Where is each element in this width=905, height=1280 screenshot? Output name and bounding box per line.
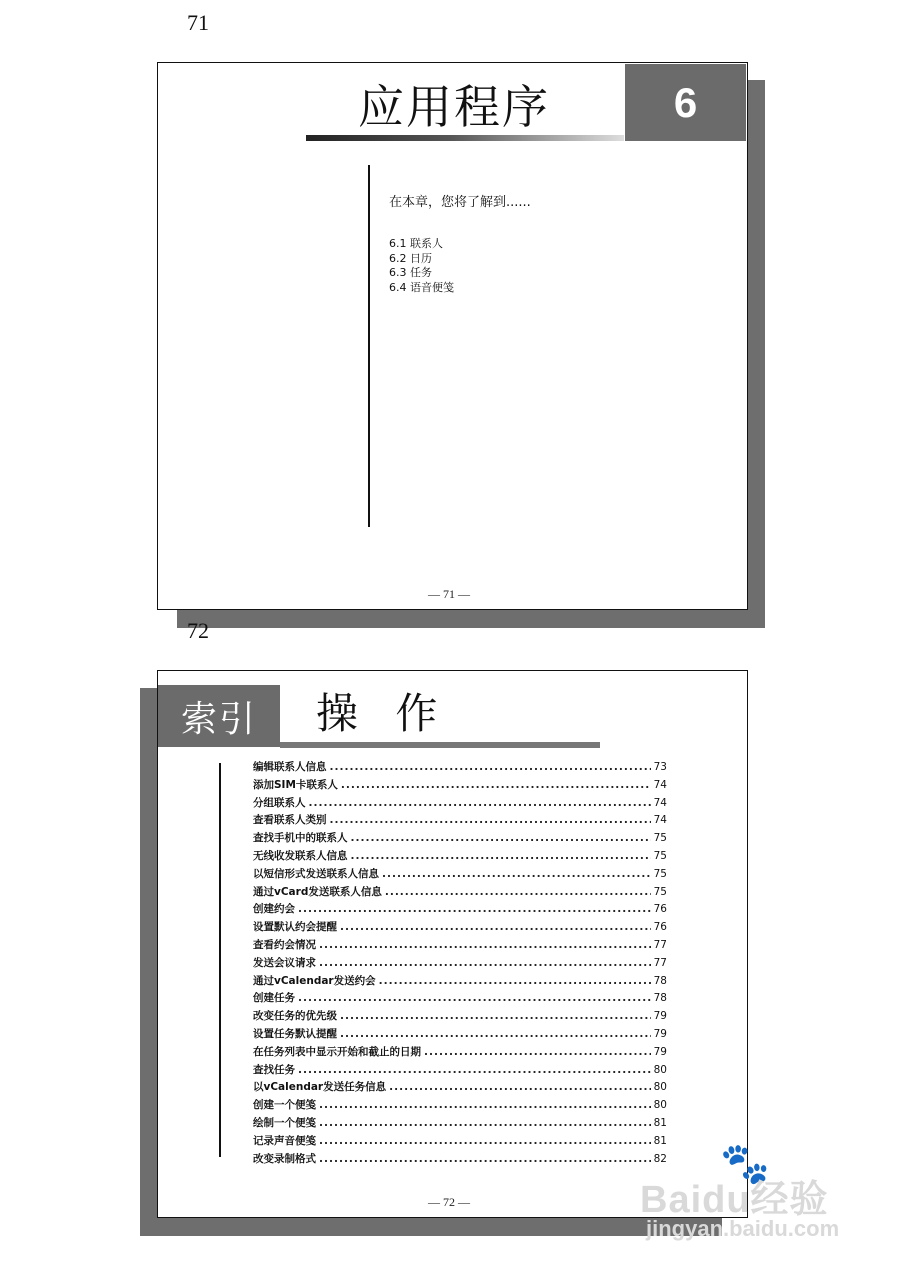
entry-page: 77 <box>653 956 667 969</box>
entry-title: 分组联系人 <box>253 796 306 809</box>
dot-leader <box>309 797 651 809</box>
entry-title: 创建任务 <box>253 992 295 1005</box>
index-entry <box>253 848 667 866</box>
chapter-intro: 在本章，您将了解到...... <box>389 195 531 210</box>
index-entry <box>253 901 667 919</box>
index-entry <box>253 777 667 795</box>
entry-page: 80 <box>653 1063 667 1076</box>
dot-leader <box>319 939 651 951</box>
entry-page: 75 <box>653 832 667 845</box>
entry-page: 79 <box>653 1045 667 1058</box>
dot-leader <box>319 1117 651 1129</box>
dot-leader <box>298 992 651 1004</box>
dot-leader <box>319 1099 651 1111</box>
dot-leader <box>382 868 651 880</box>
dot-leader <box>319 957 651 969</box>
index-entry <box>253 955 667 973</box>
entry-title: 绘制一个便笺 <box>253 1116 316 1129</box>
chapter-toc <box>389 237 454 295</box>
entry-title: 改变任务的优先级 <box>253 1010 337 1023</box>
watermark-brand: Baidu经验 <box>640 1179 829 1221</box>
entry-title: 添加SIM卡联系人 <box>253 778 338 791</box>
entry-title: 记录声音便笺 <box>253 1134 316 1147</box>
entry-title: 查看联系人类别 <box>253 814 327 827</box>
index-entry <box>253 1008 667 1026</box>
index-entry <box>253 990 667 1008</box>
entry-page: 80 <box>653 1099 667 1112</box>
page-footer: — 71 — <box>428 587 470 601</box>
index-entry <box>253 1079 667 1097</box>
vertical-rule <box>219 763 221 1157</box>
index-entry <box>253 1044 667 1062</box>
index-entry <box>253 1097 667 1115</box>
index-entry <box>253 830 667 848</box>
entry-page: 81 <box>653 1134 667 1147</box>
paw-icon: 🐾 <box>720 1142 770 1186</box>
dot-leader <box>340 921 651 933</box>
index-entry <box>253 884 667 902</box>
entry-page: 80 <box>653 1081 667 1094</box>
dot-leader <box>340 1028 651 1040</box>
index-entry <box>253 795 667 813</box>
index-entry <box>253 1115 667 1133</box>
entry-page: 75 <box>653 849 667 862</box>
chapter-page <box>157 62 748 610</box>
entry-page: 74 <box>653 814 667 827</box>
index-list <box>253 759 667 1168</box>
toc-item: 6.1 联系人 <box>389 237 443 250</box>
entry-title: 改变录制格式 <box>253 1152 316 1165</box>
title-underline <box>306 135 624 141</box>
entry-title: 设置任务默认提醒 <box>253 1027 337 1040</box>
dot-leader <box>385 886 651 898</box>
index-entry <box>253 759 667 777</box>
entry-page: 81 <box>653 1116 667 1129</box>
entry-title: 编辑联系人信息 <box>253 761 327 773</box>
watermark-url: jingyan.baidu.com <box>646 1216 840 1241</box>
entry-page: 76 <box>653 903 667 916</box>
dot-leader <box>389 1081 651 1093</box>
dot-leader <box>340 1010 651 1022</box>
entry-page: 73 <box>653 761 667 773</box>
entry-title: 以vCalendar发送任务信息 <box>253 1081 387 1094</box>
entry-page: 78 <box>653 992 667 1005</box>
entry-title: 发送会议请求 <box>253 956 316 969</box>
index-entry <box>253 1133 667 1151</box>
entry-page: 78 <box>653 974 667 987</box>
entry-page: 74 <box>653 796 667 809</box>
index-title: 操 作 <box>316 689 450 738</box>
index-label: 索引 <box>180 698 257 740</box>
dot-leader <box>341 779 651 791</box>
index-entry <box>253 973 667 991</box>
entry-title: 创建约会 <box>253 903 295 916</box>
dot-leader <box>298 1064 651 1076</box>
index-entry <box>253 812 667 830</box>
chapter-number: 6 <box>673 78 698 126</box>
title-underline <box>280 742 600 748</box>
entry-title: 以短信形式发送联系人信息 <box>253 867 379 880</box>
chapter-title: 应用程序 <box>358 80 550 134</box>
entry-page: 75 <box>653 867 667 880</box>
dot-leader <box>319 1135 651 1147</box>
entry-title: 在任务列表中显示开始和截止的日期 <box>253 1045 421 1058</box>
toc-item: 6.3 任务 <box>389 266 432 279</box>
entry-page: 79 <box>653 1027 667 1040</box>
index-entry <box>253 937 667 955</box>
entry-title: 通过vCard发送联系人信息 <box>253 885 382 898</box>
entry-page: 79 <box>653 1010 667 1023</box>
chapter-number-badge <box>625 64 746 141</box>
dot-leader <box>319 1153 651 1165</box>
dot-leader <box>351 832 651 844</box>
entry-page: 82 <box>653 1152 667 1165</box>
dot-leader <box>330 814 651 826</box>
index-page <box>157 670 748 1218</box>
entry-title: 查找手机中的联系人 <box>253 832 348 845</box>
toc-item: 6.2 日历 <box>389 251 432 265</box>
index-entry <box>253 1062 667 1080</box>
page-number-72: 72 <box>187 618 209 643</box>
dot-leader <box>351 850 651 862</box>
entry-title: 查找任务 <box>253 1063 295 1076</box>
index-entry <box>253 866 667 884</box>
toc-item: 6.4 语音便笺 <box>389 280 454 294</box>
page-footer: — 72 — <box>428 1195 470 1209</box>
vertical-rule <box>368 165 370 527</box>
index-entry <box>253 1026 667 1044</box>
index-entry <box>253 919 667 937</box>
entry-page: 74 <box>653 778 667 791</box>
entry-page: 76 <box>653 921 667 934</box>
entry-title: 通过vCalendar发送约会 <box>253 974 376 987</box>
dot-leader <box>330 761 651 773</box>
index-entry <box>253 1151 667 1169</box>
index-label-badge <box>158 685 280 747</box>
entry-title: 设置默认约会提醒 <box>253 921 337 934</box>
dot-leader <box>379 975 651 987</box>
dot-leader <box>298 903 651 915</box>
entry-title: 创建一个便笺 <box>253 1099 316 1112</box>
entry-page: 75 <box>653 885 667 898</box>
dot-leader <box>424 1046 651 1058</box>
entry-page: 77 <box>653 938 667 951</box>
entry-title: 无线收发联系人信息 <box>253 849 348 862</box>
page-number-71: 71 <box>187 10 209 35</box>
entry-title: 查看约会情况 <box>253 938 316 951</box>
